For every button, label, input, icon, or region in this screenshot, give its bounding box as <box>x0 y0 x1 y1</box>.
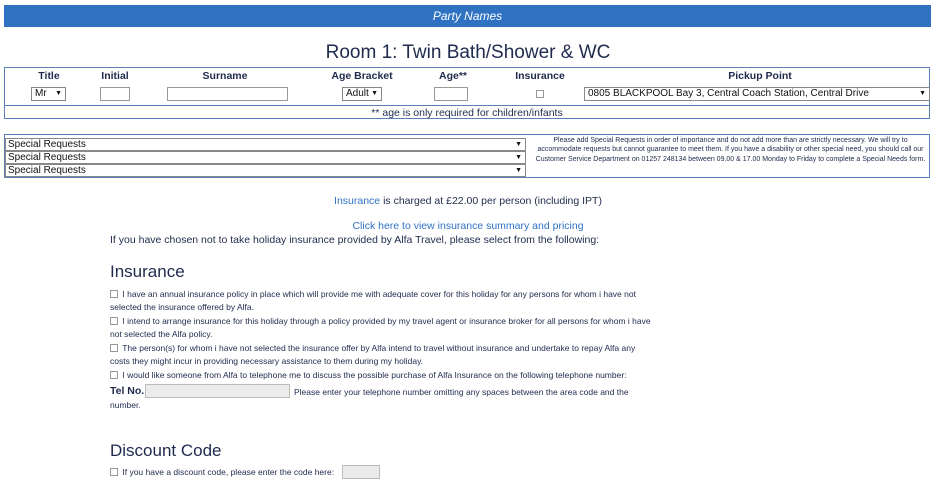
discount-row <box>110 466 655 479</box>
special-request-value: Special Requests <box>8 139 86 150</box>
title-select[interactable] <box>31 87 66 101</box>
age-note: ** age is only required for children/infants <box>5 105 929 119</box>
insurance-summary-line <box>0 220 936 232</box>
header-pickup-point: Pickup Point <box>728 70 792 82</box>
insurance-checkbox[interactable] <box>536 90 544 98</box>
special-request-value: Special Requests <box>8 165 86 176</box>
special-request-select-1[interactable] <box>5 138 526 151</box>
tel-label: Tel No. <box>110 385 145 397</box>
discount-label: If you have a discount code, please enter the code here: <box>122 467 335 477</box>
age-bracket-select[interactable] <box>342 87 382 101</box>
insurance-charge-line <box>0 195 936 207</box>
option-label: I intend to arrange insurance for this holiday through a policy provided by my travel agent or insurance broker for all persons for whom i have not selected the Alfa policy. <box>110 316 651 339</box>
header-age: Age** <box>438 70 467 82</box>
no-insurance-checkbox[interactable] <box>110 344 118 352</box>
discount-code-input[interactable] <box>342 465 380 479</box>
header-initial: Initial <box>101 70 129 82</box>
insurance-intro: If you have chosen not to take holiday insurance provided by Alfa Travel, please select from the following: <box>110 234 600 246</box>
pickup-point-select[interactable] <box>584 87 930 101</box>
initial-input[interactable] <box>100 87 130 101</box>
annual-policy-checkbox[interactable] <box>110 290 118 298</box>
room-title: Room 1: Twin Bath/Shower & WC <box>325 42 611 63</box>
age-input[interactable] <box>434 87 468 101</box>
age-bracket-value: Adult <box>346 88 369 99</box>
chevron-down-icon: ▼ <box>371 90 378 97</box>
header-surname: Surname <box>202 70 248 82</box>
chevron-down-icon: ▼ <box>55 90 62 97</box>
insurance-option-none <box>110 342 655 367</box>
insurance-charge-text: is charged at £22.00 per person (including IPT) <box>380 195 602 207</box>
chevron-down-icon: ▼ <box>515 167 522 174</box>
special-request-select-3[interactable] <box>5 164 526 177</box>
callback-checkbox[interactable] <box>110 371 118 379</box>
special-request-select-2[interactable] <box>5 151 526 164</box>
chevron-down-icon: ▼ <box>919 90 926 97</box>
discount-checkbox[interactable] <box>110 468 118 476</box>
tel-help-text: Please enter your telephone number omitting any spaces between the area code and the number. <box>110 387 629 410</box>
discount-heading: Discount Code <box>110 441 222 460</box>
insurance-summary-link[interactable]: Click here to view insurance summary and pricing <box>352 220 584 232</box>
option-label: I would like someone from Alfa to telephone me to discuss the possible purchase of Alfa Insurance on the following telephone number: <box>122 370 627 380</box>
title-select-value: Mr <box>35 88 47 99</box>
insurance-option-annual <box>110 288 655 313</box>
party-names-header: Party Names <box>4 5 931 27</box>
pickup-point-value: 0805 BLACKPOOL Bay 3, Central Coach Station, Central Drive <box>588 88 869 99</box>
header-title: Title <box>38 70 60 82</box>
chevron-down-icon: ▼ <box>515 154 522 161</box>
surname-input[interactable] <box>167 87 288 101</box>
party-table <box>4 67 930 119</box>
insurance-link[interactable]: Insurance <box>334 195 381 207</box>
insurance-heading: Insurance <box>110 262 185 281</box>
agent-policy-checkbox[interactable] <box>110 317 118 325</box>
option-label: I have an annual insurance policy in place which will provide me with adequate cover for this holiday for any persons for whom i have not selected the insurance offered by Alfa. <box>110 289 636 312</box>
chevron-down-icon: ▼ <box>515 141 522 148</box>
header-insurance: Insurance <box>515 70 565 82</box>
option-label: The person(s) for whom i have not selected the insurance offer by Alfa intend to travel without insurance and undertake to repay Alfa any costs they might incur in providing necessary assistance to them during my holiday. <box>110 343 636 366</box>
header-age-bracket: Age Bracket <box>331 70 393 82</box>
insurance-option-agent <box>110 315 655 340</box>
special-requests-note: Please add Special Requests in order of importance and do not add more than are strictly necessary. We will try to accommodate requests but cannot guarantee to meet them. If you have a disability or other special need, you should call our Customer Service Department on 01257 248134 between 09.00 & 17.00 Monday to Friday to complete a Special Needs form. <box>535 137 926 163</box>
special-requests-panel <box>4 134 930 178</box>
insurance-option-callback <box>110 369 655 382</box>
special-request-value: Special Requests <box>8 152 86 163</box>
